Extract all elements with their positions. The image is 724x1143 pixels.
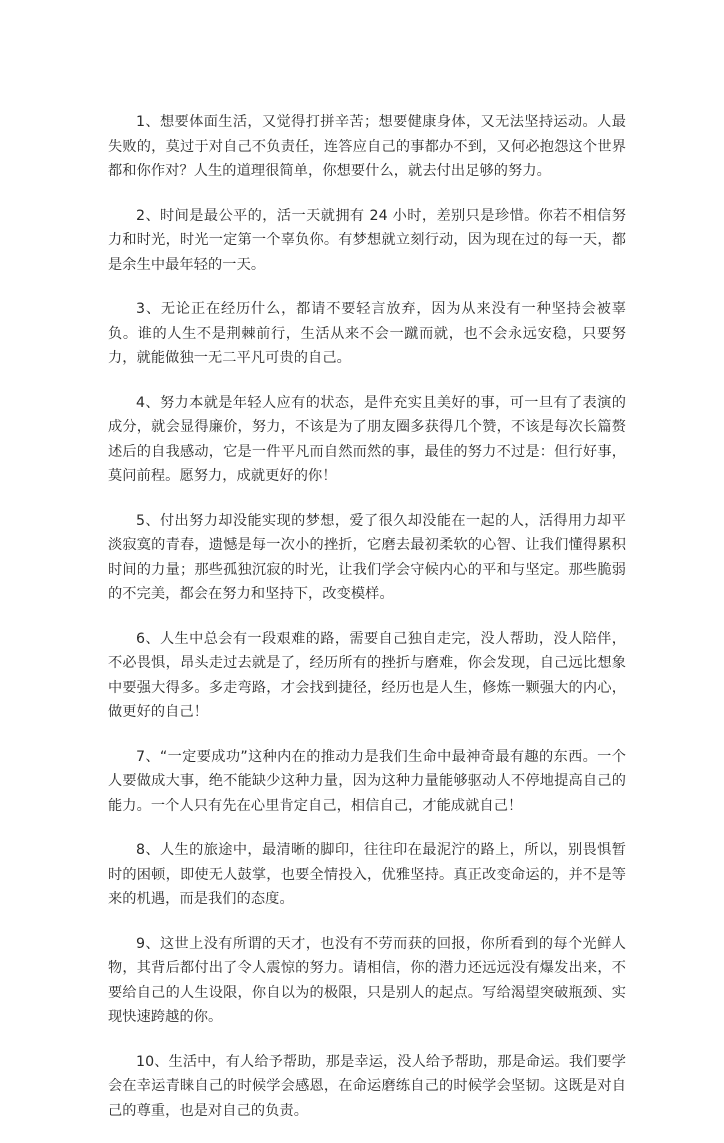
document-body	[108, 110, 626, 1143]
paragraph-4: 4、努力本就是年轻人应有的状态，是件充实且美好的事，可一旦有了表演的成分，就会显得廉价，努力，不该是为了朋友圈多获得几个赞，不该是每次长篇赘述后的自我感动，它是一件平凡而自然而然的事，最佳的努力不过是：但行好事，莫问前程。愿努力，成就更好的你！	[108, 394, 626, 484]
paragraph-2: 2、时间是最公平的，活一天就拥有 24 小时，差别只是珍惜。你若不相信努力和时光，时光一定第一个辜负你。有梦想就立刻行动，因为现在过的每一天，都是余生中最年轻的一天。	[108, 207, 626, 273]
paragraph-8: 8、人生的旅途中，最清晰的脚印，往往印在最泥泞的路上，所以，别畏惧暂时的困顿，即使无人鼓掌，也要全情投入，优雅坚持。真正改变命运的，并不是等来的机遇，而是我们的态度。	[108, 842, 626, 907]
paragraph-3: 3、无论正在经历什么，都请不要轻言放弃，因为从来没有一种坚持会被辜负。谁的人生不是荆棘前行，生活从来不会一蹴而就，也不会永远安稳，只要努力，就能做独一无二平凡可贵的自己。	[108, 301, 626, 366]
paragraph-9: 9、这世上没有所谓的天才，也没有不劳而获的回报，你所看到的每个光鲜人物，其背后都付出了令人震惊的努力。请相信，你的潜力还远远没有爆发出来，不要给自己的人生设限，你自以为的极限，只是别人的起点。写给渴望突破瓶颈、实现快速跨越的你。	[108, 935, 626, 1025]
paragraph-1: 1、想要体面生活，又觉得打拼辛苦；想要健康身体，又无法坚持运动。人最失败的，莫过于对自己不负责任，连答应自己的事都办不到，又何必抱怨这个世界都和你作对？人生的道理很简单，你想要什么，就去付出足够的努力。	[108, 114, 626, 179]
paragraph-6: 6、人生中总会有一段艰难的路，需要自己独自走完，没人帮助，没人陪伴，不必畏惧，昂头走过去就是了，经历所有的挫折与磨难，你会发现，自己远比想象中要强大得多。多走弯路，才会找到捷径，经历也是人生，修炼一颗强大的内心，做更好的自己！	[108, 630, 626, 720]
paragraph-7: 7、“一定要成功”这种内在的推动力是我们生命中最神奇最有趣的东西。一个人要做成大事，绝不能缺少这种力量，因为这种力量能够驱动人不停地提高自己的能力。一个人只有先在心里肯定自己，相信自己，才能成就自己！	[108, 748, 626, 814]
paragraph-10: 10、生活中，有人给予帮助，那是幸运，没人给予帮助，那是命运。我们要学会在幸运青睐自己的时候学会感恩，在命运磨练自己的时候学会坚韧。这既是对自己的尊重，也是对自己的负责。	[108, 1053, 626, 1119]
paragraph-5: 5、付出努力却没能实现的梦想，爱了很久却没能在一起的人，活得用力却平淡寂寞的青春，遗憾是每一次小的挫折，它磨去最初柔软的心智、让我们懂得累积时间的力量；那些孤独沉寂的时光，让我们学会守候内心的平和与坚定。那些脆弱的不完美，都会在努力和坚持下，改变模样。	[108, 512, 626, 602]
